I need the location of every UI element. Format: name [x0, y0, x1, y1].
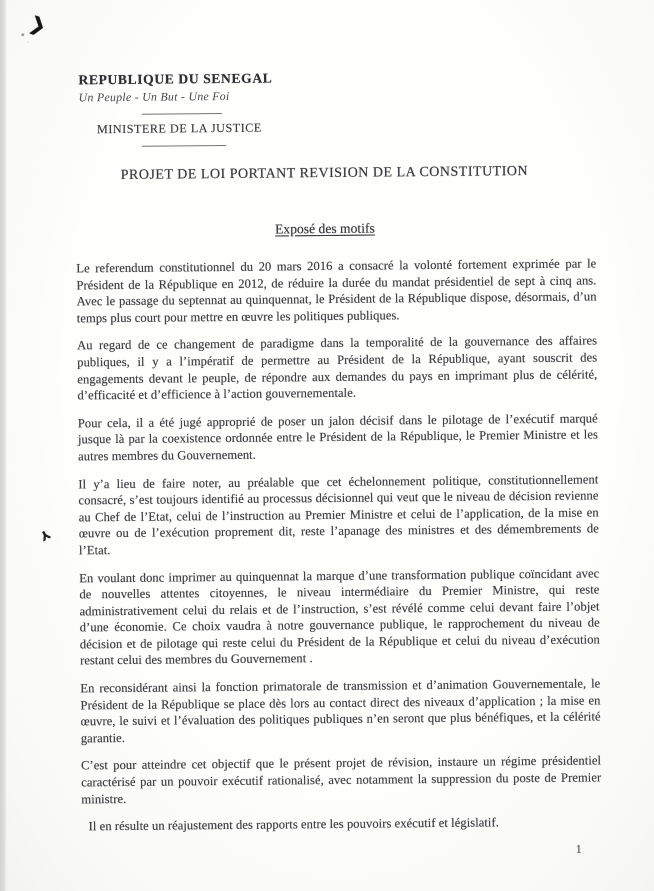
- paragraph: En voulant donc imprimer au quinquennat la marque d’une transformation publique coïncidant avec de nouvelles attentes citoyennes, le niveau intermédiaire du Premier Ministre, qui reste administrativement celui du relais et de l’instruction, s’est révélé comme celui devant faire l’objet d’une économie. Ce choix vaudra à notre gouvernance publique, le rapprochement du niveau de décision et de pilotage qui reste celui du Président de la République et celui du niveau d’exécution restant celui des membres du Gouvernement .: [79, 565, 600, 668]
- paragraph: C’est pour atteindre cet objectif que le présent projet de révision, instaure un régime présidentiel caractérisé par un pouvoir exécutif rationalisé, avec notamment la suppression du poste de Premier ministre.: [80, 753, 602, 806]
- paragraph: Le referendum constitutionnel du 20 mars 2016 a consacré la volonté fortement exprimée par le Président de la République en 2012, de réduire la durée du mandat présidentiel de sept à cinq ans. Avec le passage du septennat au quinquennat, le Président de la République dispose, désormais, d’un temps plus court pour mettre en œuvre les politiques publiques.: [76, 256, 597, 326]
- paragraph: Il y’a lieu de faire noter, au préalable que cet échelonnement politique, constitutionnellement consacré, s’est toujours identifié au processus décisionnel qui veut que le niveau de décision revienne au Chef de l’Etat, celui de l’instruction au Premier Ministre et celui de l’application, de la mise en œuvre ou de l’exécution proprement dit, reste l’apanage des ministres et des démembrements de l’Etat.: [78, 471, 599, 558]
- paragraph: Au regard de ce changement de paradigme dans la temporalité de la gouvernance des affaires publiques, il y a l’impératif de permettre au Président de la République, ayant souscrit des engagements devant le peuple, de répondre aux demandes du pays en imprimant plus de célérité, d’efficacité et d’efficience à l’action gouvernementale.: [76, 333, 598, 403]
- paragraph: Il en résulte un réajustement des rapports entre les pouvoirs exécutif et législatif.: [88, 815, 499, 834]
- paragraph: Pour cela, il a été jugé approprié de poser un jalon décisif dans le pilotage de l’exécutif marqué jusque là par la coexistence ordonnée entre le Président de la République, le Premier Ministre et les autres membres du Gouvernement.: [77, 411, 598, 464]
- document-body: [76, 255, 602, 846]
- divider-line: [142, 145, 226, 147]
- section-heading: Exposé des motifs: [275, 220, 375, 237]
- national-motto: Un Peuple - Un But - Une Foi: [78, 88, 230, 105]
- letterhead: [78, 71, 273, 148]
- ministry-name: MINISTERE DE LA JUSTICE: [96, 120, 262, 137]
- paragraph: En reconsidérant ainsi la fonction primatorale de transmission et d’animation Gouvernementale, le Président de la République se place dès lors au contact direct des niveaux d’application ; la mise en œuvre, le suivi et l’évaluation des politiques publiques n’en seront que plus bénéfiques, et la célérité garantie.: [80, 676, 601, 746]
- page-number: 1: [575, 843, 582, 856]
- ink-blot-corner-mark-icon: ❯: [26, 11, 50, 38]
- document-title: PROJET DE LOI PORTANT REVISION DE LA CONSTITUTION: [120, 164, 529, 183]
- republic-name: REPUBLIQUE DU SENEGAL: [78, 70, 273, 88]
- divider-line: [142, 113, 222, 115]
- margin-ink-mark-icon: ⅄: [38, 527, 53, 545]
